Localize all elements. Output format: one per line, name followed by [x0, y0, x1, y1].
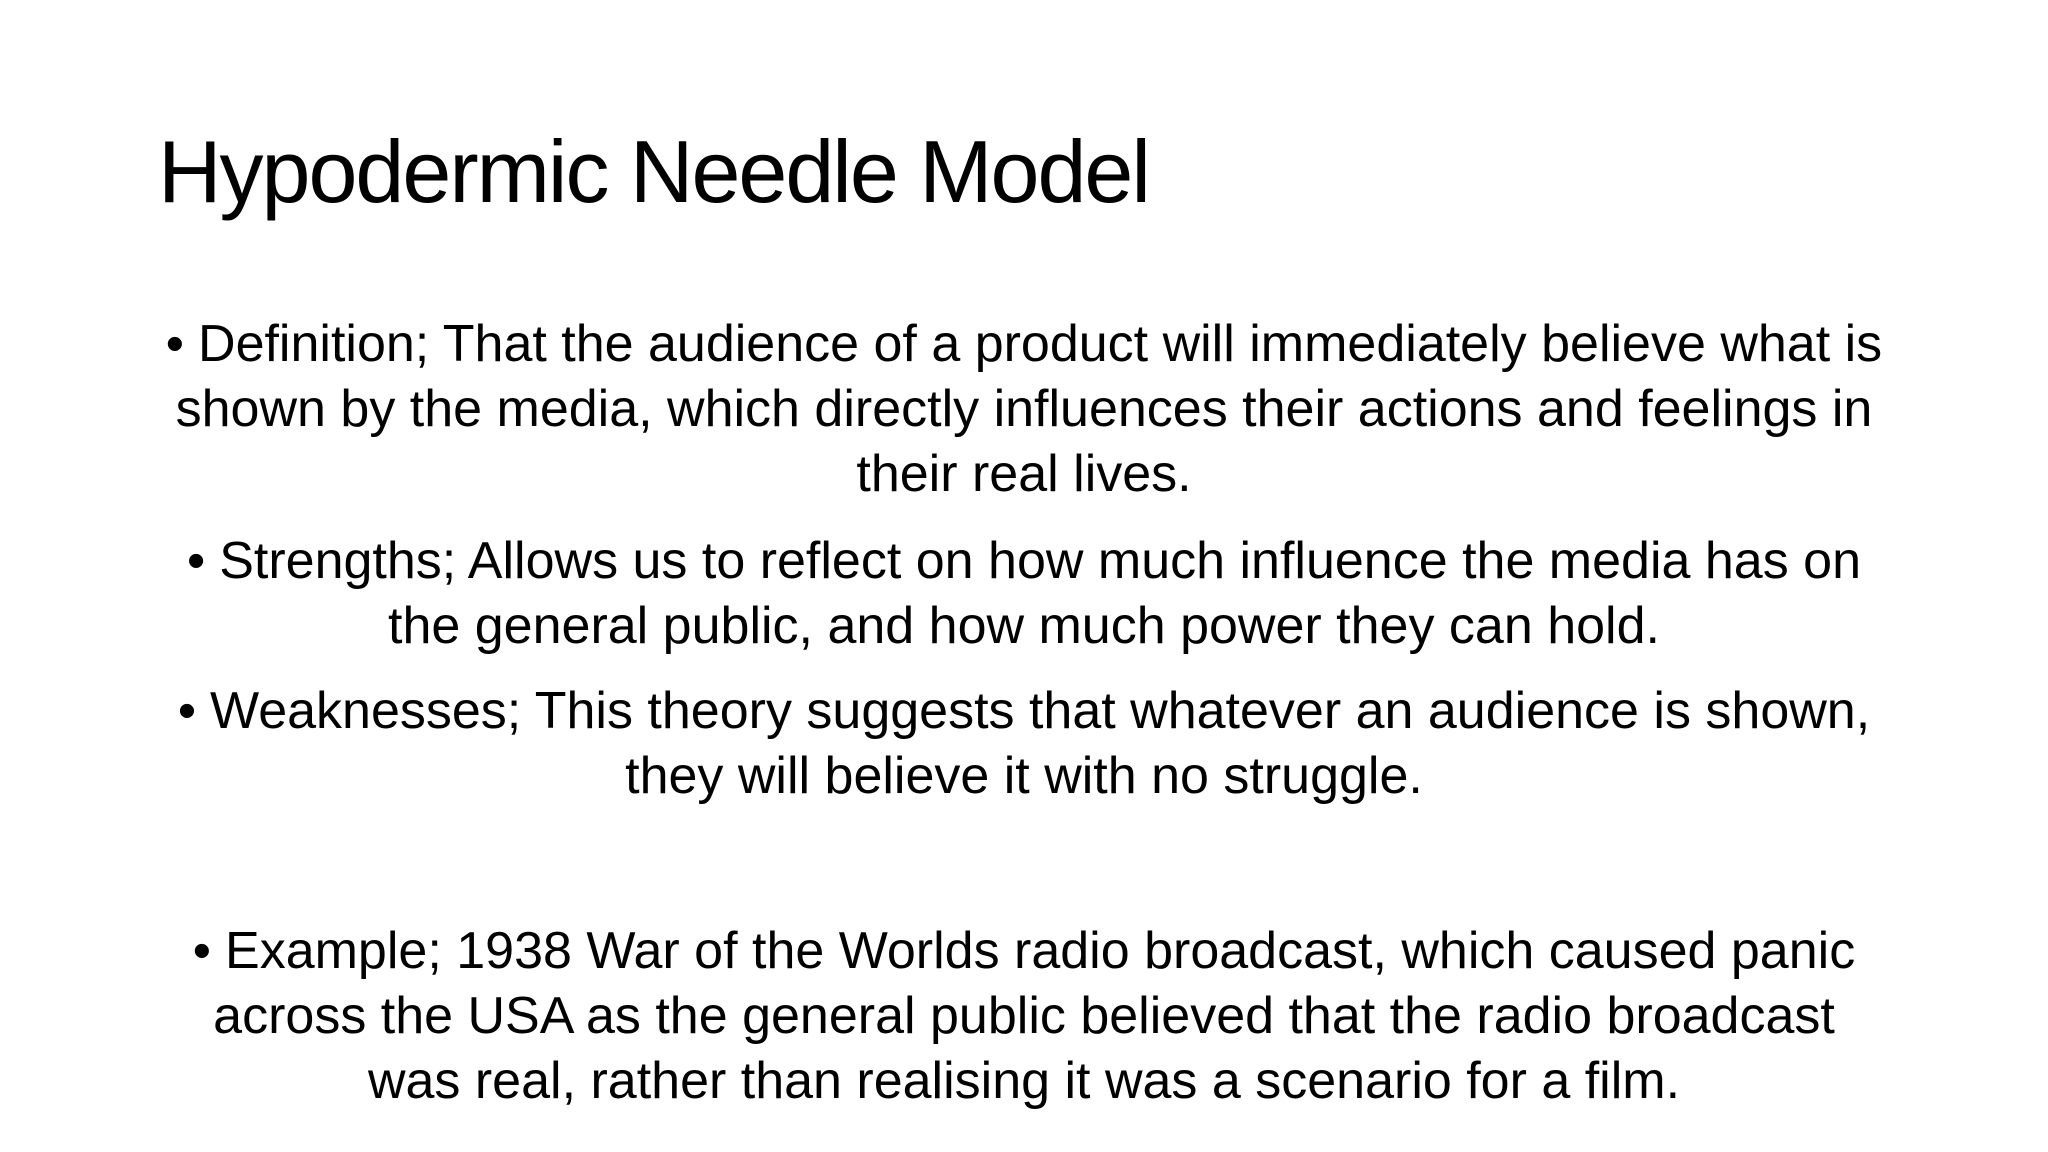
bullet-text: Strengths; Allows us to reflect on how much influence the media has on the general public, and how much power they can hold.: [219, 532, 1862, 655]
bullet-list: [160, 312, 1888, 1114]
bullet-text: Definition; That the audience of a product will immediately believe what is shown by the media, which directly influences their actions and feelings in their real lives.: [175, 315, 1883, 503]
bullet-example: [160, 919, 1888, 1114]
bullet-weaknesses: [160, 679, 1888, 809]
bullet-icon: •: [177, 682, 197, 740]
bullet-icon: •: [192, 922, 212, 980]
bullet-definition: [160, 312, 1888, 507]
bullet-icon: •: [186, 532, 206, 590]
bullet-text: Weaknesses; This theory suggests that whatever an audience is shown, they will believe it with no struggle.: [210, 682, 1871, 805]
slide-title: Hypodermic Needle Model: [158, 122, 1149, 221]
bullet-strengths: [160, 529, 1888, 659]
bullet-text: Example; 1938 War of the Worlds radio broadcast, which caused panic across the USA as the general public believed that the radio broadcast was real, rather than realising it was a scenario for a film.: [213, 922, 1856, 1110]
bullet-icon: •: [165, 315, 185, 373]
